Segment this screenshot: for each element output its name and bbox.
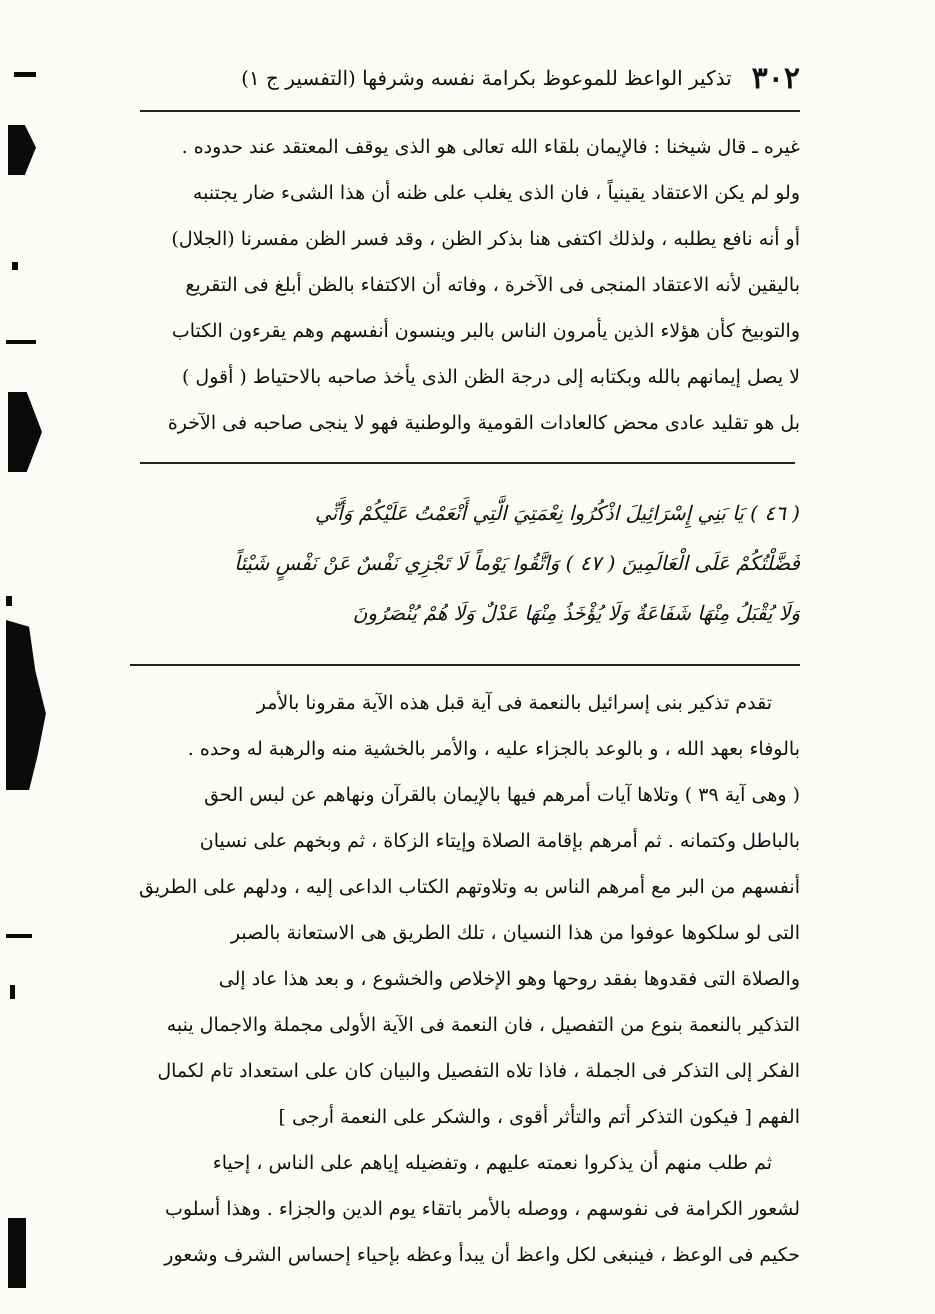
- text-line: حكيم فى الوعظ ، فينبغى لكل واعظ أن يبدأ وعظه بإحياء إحساس الشرف وشعور: [164, 1244, 800, 1266]
- text-line: والتوبيخ كأن هؤلاء الذين يأمرون الناس بالبر وينسون أنفسهم وهم يقرءون الكتاب: [171, 320, 800, 342]
- text-line: غيره ـ قال شيخنا : فالإيمان بلقاء الله تعالى هو الذى يوقف المعتقد عند حدوده .: [181, 136, 800, 158]
- verse-top-rule: [140, 462, 795, 464]
- scan-mark-10: [8, 1218, 26, 1288]
- text-line: ثم طلب منهم أن يذكروا نعمته عليهم ، وتفضيله إياهم على الناس ، إحياء: [212, 1152, 772, 1174]
- text-line: التى لو سلكوها عوفوا من هذا النسيان ، تلك الطريق هى الاستعانة بالصبر: [230, 922, 800, 944]
- commentary-top: [110, 124, 800, 446]
- scan-mark-8: [6, 934, 32, 938]
- text-line: أو أنه نافع يطلبه ، ولذلك اكتفى هنا بذكر الظن ، وقد فسر الظن مفسرنا (الجلال): [171, 228, 800, 250]
- page-number: ٣٠٢: [751, 60, 800, 96]
- text-line: باليقين لأنه الاعتقاد المنجى فى الآخرة ، وفاته أن الاكتفاء بالظن أبلغ فى التقريع: [185, 274, 800, 296]
- text-line: بالوفاء بعهد الله ، و بالوعد بالجزاء عليه ، والأمر بالخشية منه والرهبة له وحده .: [187, 738, 800, 760]
- text-line: لشعور الكرامة فى نفوسهم ، ووصله بالأمر باتقاء يوم الدين والجزاء . وهذا أسلوب: [165, 1198, 800, 1220]
- scan-mark-1: [14, 72, 36, 77]
- text-line: التذكير بالنعمة بنوع من التفصيل ، فان النعمة فى الآية الأولى مجملة والاجمال ينبه: [166, 1014, 800, 1036]
- verse-line: وَلَا يُقْبَلُ مِنْهَا شَفَاعَةٌ وَلَا يُؤْخَذُ مِنْهَا عَدْلٌ وَلَا هُمْ يُنْصَرُونَ: [352, 601, 800, 625]
- header-rule: [140, 110, 800, 112]
- scan-mark-3: [12, 262, 18, 270]
- text-line: ولو لم يكن الاعتقاد يقينياً ، فان الذى يغلب على ظنه أن هذا الشىء ضار يجتنبه: [192, 182, 800, 204]
- running-header: [140, 58, 800, 98]
- scan-mark-6: [6, 596, 12, 606]
- running-title: تذكير الواعظ للموعوظ بكرامة نفسه وشرفها (التفسير ج ١): [241, 66, 732, 90]
- verse-block: [115, 488, 800, 638]
- scan-mark-9: [10, 985, 15, 999]
- text-line: الفكر إلى التذكر فى الجملة ، فاذا تلاه التفصيل والبيان كان على استعداد تام لكمال: [157, 1060, 800, 1082]
- text-line: الفهم [ فيكون التذكر أتم والتأثر أقوى ، والشكر على النعمة أرجى ]: [278, 1106, 800, 1128]
- scan-mark-4: [6, 340, 36, 344]
- text-line: بل هو تقليد عادى محض كالعادات القومية والوطنية فهو لا ينجى صاحبه فى الآخرة: [167, 412, 800, 434]
- verse-line: ( ٤٦ ) يَا بَنِي إِسْرَائِيلَ اذْكُرُوا نِعْمَتِيَ الَّتِي أَنْعَمْتُ عَلَيْكُمْ وَأَنِّي: [314, 501, 800, 525]
- text-line: بالباطل وكتمانه . ثم أمرهم بإقامة الصلاة وإيتاء الزكاة ، ثم وبخهم على نسيان: [199, 830, 800, 852]
- verse-bottom-rule: [130, 664, 800, 666]
- text-line: ( وهى آية ٣٩ ) وتلاها آيات أمرهم فيها بالإيمان بالقرآن ونهاهم عن لبس الحق: [204, 784, 800, 806]
- commentary-bottom: [110, 680, 800, 1278]
- text-line: والصلاة التى فقدوها بفقد روحها وهو الإخلاص والخشوع ، و بعد هذا عاد إلى: [218, 968, 800, 990]
- scan-mark-2: [8, 125, 36, 175]
- verse-line: فَضَّلْتُكُمْ عَلَى الْعَالَمِينَ ( ٤٧ ) وَاتَّقُوا يَوْماً لَا تَجْزِي نَفْسٌ عَنْ نَفْسٍ شَيْئاً: [234, 551, 800, 575]
- text-line: أنفسهم من البر مع أمرهم الناس به وتلاوتهم الكتاب الداعى إليه ، ودلهم على الطريق: [139, 876, 800, 898]
- text-line: لا يصل إيمانهم بالله وبكتابه إلى درجة الظن الذى يأخذ صاحبه بالاحتياط ( أقول ): [181, 366, 800, 388]
- scan-mark-5: [8, 392, 42, 472]
- text-line: تقدم تذكير بنى إسرائيل بالنعمة فى آية قبل هذه الآية مقرونا بالأمر: [256, 692, 772, 714]
- scan-mark-7: [6, 620, 48, 790]
